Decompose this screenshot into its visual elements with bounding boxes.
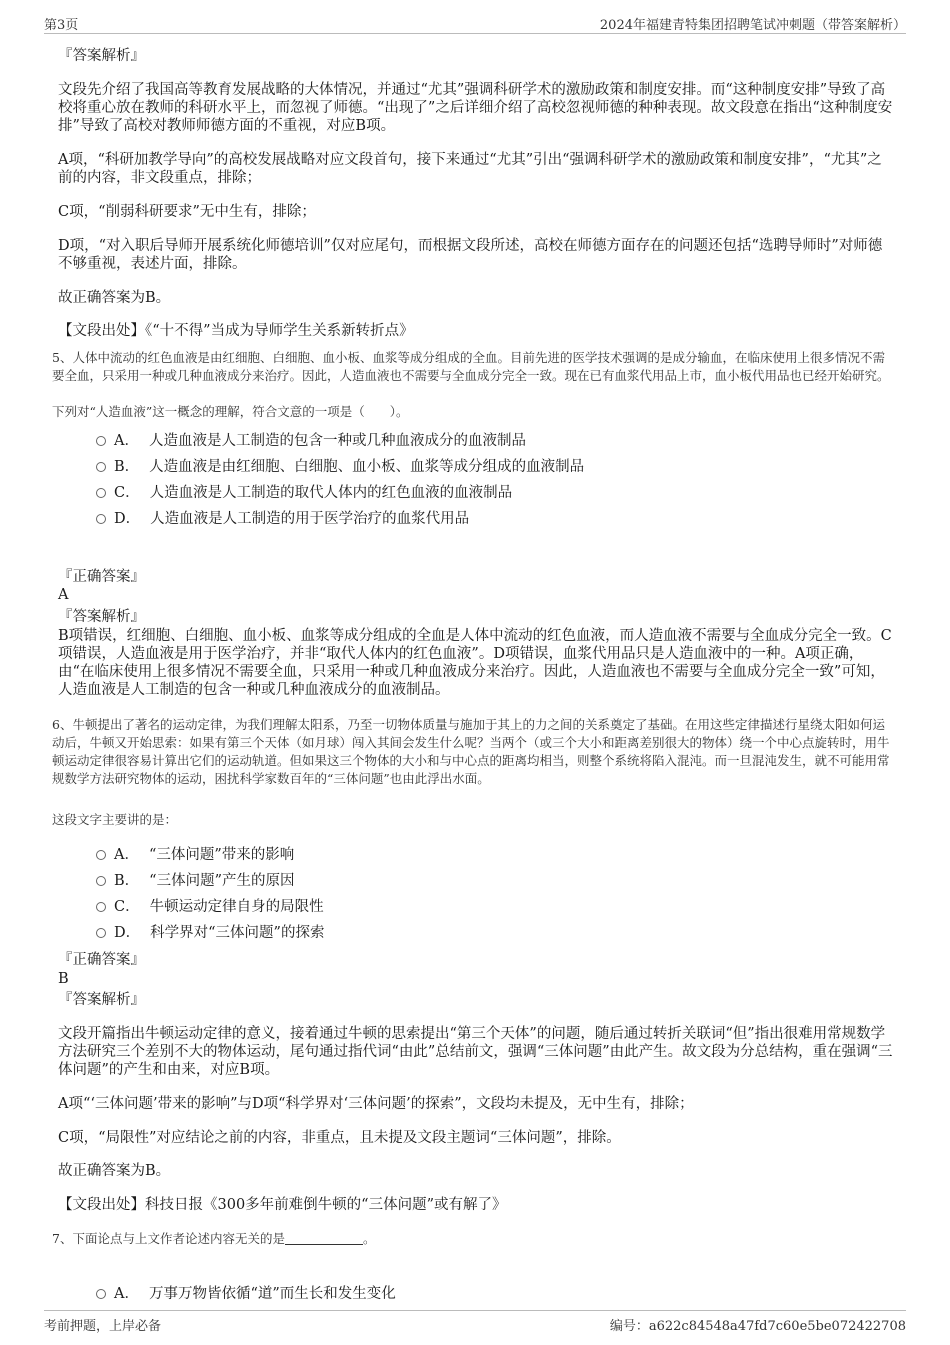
q5-option-d[interactable] [96,510,469,528]
q5-option-a[interactable] [96,432,526,450]
option-text: 万事万物皆依循“道”而生长和发生变化 [148,1286,396,1302]
option-letter: A． [114,847,139,863]
q4-analysis-paragraph: 文段先介绍了我国高等教育发展战略的大体情况，并通过“尤其”强调科研学术的激励政策和制度安排。而“这种制度安排”导致了高校将重心放在教师的科研水平上，而忽视了师德。“出现了”之后详细介绍了高校忽视师德的种种表现。故文段意在指出“这种制度安排”导致了高校对教师师德方面的不重视，对应B项。 [58,82,893,134]
q5-question: 下列对“人造血液”这一概念的理解，符合文意的一项是（ ）。 [52,404,409,419]
q5-answer-label: 『正确答案』 [58,569,145,585]
radio-button[interactable] [96,928,106,938]
option-letter: B． [114,459,140,475]
q4-analysis-option-d: D项，“对入职后导师开展系统化师德培训”仅对应尾句，而根据文段所述，高校在师德方面存在的问题还包括“选聘导师时”对师德不够重视，表述片面，排除。 [58,238,883,272]
q6-analysis-options-ad: A项“‘三体问题’带来的影响”与D项“科学界对‘三体问题’的探索”，文段均未提及，无中生有，排除； [58,1096,694,1112]
q6-answer: B [58,971,69,987]
document-id: 编号：a622c84548a47fd7c60e5be072422708 [609,1319,906,1334]
q6-option-a[interactable] [96,846,294,864]
radio-button[interactable] [96,850,106,860]
option-text: 科学界对“三体问题”的探索 [150,925,325,941]
option-letter: B． [114,873,140,889]
q7-question-text: 7、下面论点与上文作者论述内容无关的是 [52,1231,285,1246]
option-letter: C． [114,485,140,501]
q6-option-b[interactable] [96,872,294,890]
option-letter: A． [114,433,139,449]
q7-question-end: 。 [362,1231,376,1246]
option-text: “三体问题”带来的影响 [148,847,295,863]
option-text: 人造血液是人工制造的包含一种或几种血液成分的血液制品 [148,433,526,449]
option-text: “三体问题”产生的原因 [149,873,295,889]
page-footer [44,1310,906,1332]
radio-button[interactable] [96,436,106,446]
q5-analysis-label: 『答案解析』 [58,609,145,625]
q6-question: 这段文字主要讲的是： [52,812,178,827]
q6-analysis-label: 『答案解析』 [58,992,145,1008]
q5-analysis: B项错误，红细胞、白细胞、血小板、血浆等成分组成的全血是人体中流动的红色血液，而人造血液不需要与全血成分完全一致。C项错误，人造血液是用于医学治疗，并非“取代人体内的红色血液”。D项错误，血浆代用品只是人造血液中的一种。A项正确，由“在临床使用上很多情况不需要全血，只采用一种或几种血液成分来治疗。因此，人造血液也不需要与全血成分完全一致”可知，人造血液是人工制造的包含一种或几种血液成分的血液制品。 [58,628,892,698]
radio-button[interactable] [96,876,106,886]
answer-blank [285,1231,363,1245]
footer-slogan: 考前押题，上岸必备 [44,1319,162,1334]
q4-source: 【文段出处】《“十不得”当成为导师学生关系新转折点》 [58,323,414,339]
radio-button[interactable] [96,462,106,472]
q6-passage: 6、牛顿提出了著名的运动定律，为我们理解太阳系，乃至一切物体质量与施加于其上的力之间的关系奠定了基础。在用这些定律描述行星绕太阳如何运动后，牛顿又开始思索：如果有第三个天体（如月球）闯入其间会发生什么呢？当两个（或三个大小和距离差别很大的物体）绕一个中心点旋转时，用牛顿运动定律很容易计算出它们的运动轨道。但如果这三个物体的大小和与中心点的距离均相当，则整个系统将陷入混沌。而一旦混沌发生，就不可能用常规数学方法研究物体的运动，困扰科学家数百年的“三体问题”也由此浮出水面。 [52,717,890,786]
q7-option-a[interactable] [96,1285,396,1303]
q7-question [52,1230,896,1248]
option-letter: C． [114,899,140,915]
q6-answer-label: 『正确答案』 [58,952,145,968]
q5-answer: A [58,587,69,603]
q5-passage: 5、人体中流动的红色血液是由红细胞、白细胞、血小板、血浆等成分组成的全血。目前先进的医学技术强调的是成分输血，在临床使用上很多情况不需要全血，只采用一种或几种血液成分来治疗。因此，人造血液也不需要与全血成分完全一致。现在已有血浆代用品上市，血小板代用品也已经开始研究。 [52,350,890,383]
radio-button[interactable] [96,514,106,524]
option-text: 牛顿运动定律自身的局限性 [149,899,324,915]
radio-button[interactable] [96,902,106,912]
q6-source: 【文段出处】科技日报《300多年前难倒牛顿的“三体问题”或有解了》 [58,1197,507,1213]
q5-option-b[interactable] [96,458,584,476]
q6-conclusion: 故正确答案为B。 [58,1163,171,1179]
q4-conclusion: 故正确答案为B。 [58,290,171,306]
q5-option-c[interactable] [96,484,512,502]
q6-option-c[interactable] [96,898,324,916]
option-text: 人造血液是人工制造的用于医学治疗的血浆代用品 [150,511,470,527]
q4-analysis-label: 『答案解析』 [58,48,145,64]
option-letter: A． [114,1286,139,1302]
page-header [44,12,906,34]
option-text: 人造血液是人工制造的取代人体内的红色血液的血液制品 [149,485,513,501]
q6-option-d[interactable] [96,924,324,942]
q6-analysis-option-c: C项，“局限性”对应结论之前的内容，非重点，且未提及文段主题词“三体问题”，排除。 [58,1130,621,1146]
q4-analysis-option-c: C项，“削弱科研要求”无中生有，排除； [58,204,316,220]
radio-button[interactable] [96,488,106,498]
page-number: 第3页 [44,18,79,33]
option-letter: D． [114,511,141,527]
radio-button[interactable] [96,1289,106,1299]
q4-analysis-option-a: A项，“科研加教学导向”的高校发展战略对应文段首句，接下来通过“尤其”引出“强调科研学术的激励政策和制度安排”，“尤其”之前的内容，非文段重点，排除； [58,152,882,186]
q6-analysis-paragraph: 文段开篇指出牛顿运动定律的意义，接着通过牛顿的思索提出“第三个天体”的问题，随后通过转折关联词“但”指出很难用常规数学方法研究三个差别不大的物体运动，尾句通过指代词“由此”总结前文，强调“三体问题”由此产生。故文段为分总结构，重在强调“三体问题”的产生和由来，对应B项。 [58,1026,893,1078]
document-title: 2024年福建青特集团招聘笔试冲刺题（带答案解析） [599,18,906,33]
option-text: 人造血液是由红细胞、白细胞、血小板、血浆等成分组成的血液制品 [149,459,585,475]
option-letter: D． [114,925,141,941]
